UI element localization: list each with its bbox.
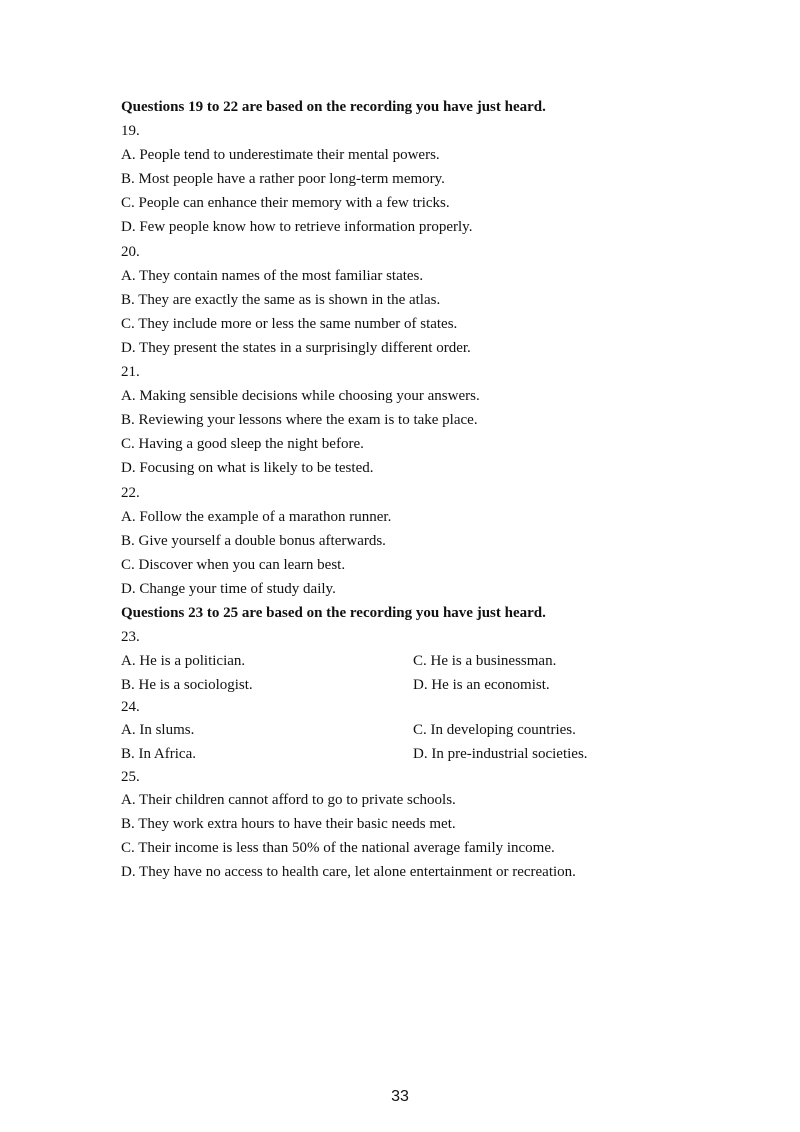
question-number-22: 22. bbox=[121, 484, 140, 501]
option-24-d: D. In pre-industrial societies. bbox=[413, 746, 588, 763]
options-row-24-ac bbox=[121, 718, 681, 742]
option-21-b: B. Reviewing your lessons where the exam is to take place. bbox=[121, 412, 478, 429]
option-22-c: C. Discover when you can learn best. bbox=[121, 556, 346, 573]
option-23-a: A. He is a politician. bbox=[121, 653, 246, 670]
options-row-23-ac bbox=[121, 649, 681, 673]
option-23-c: C. He is a businessman. bbox=[413, 653, 557, 670]
option-21-d: D. Focusing on what is likely to be tested. bbox=[121, 460, 374, 477]
option-22-a: A. Follow the example of a marathon runner. bbox=[121, 508, 392, 525]
page-number: 33 bbox=[391, 1088, 409, 1105]
question-number-21: 21. bbox=[121, 364, 140, 381]
question-number-20: 20. bbox=[121, 243, 140, 260]
options-row-24-bd bbox=[121, 742, 681, 766]
options-row-23-bd bbox=[121, 673, 681, 697]
exam-page bbox=[121, 95, 681, 884]
option-19-d: D. Few people know how to retrieve information properly. bbox=[121, 219, 473, 236]
option-23-b: B. He is a sociologist. bbox=[121, 677, 253, 694]
question-number-23: 23. bbox=[121, 629, 140, 646]
question-number-19: 19. bbox=[121, 123, 140, 140]
option-25-a: A. Their children cannot afford to go to private schools. bbox=[121, 791, 456, 808]
option-23-d: D. He is an economist. bbox=[413, 677, 550, 694]
option-25-d: D. They have no access to health care, let alone entertainment or recreation. bbox=[121, 863, 576, 880]
option-24-a: A. In slums. bbox=[121, 722, 195, 739]
option-20-d: D. They present the states in a surprisingly different order. bbox=[121, 339, 471, 356]
option-24-c: C. In developing countries. bbox=[413, 722, 576, 739]
option-20-b: B. They are exactly the same as is shown in the atlas. bbox=[121, 291, 441, 308]
option-21-a: A. Making sensible decisions while choosing your answers. bbox=[121, 388, 480, 405]
option-24-b: B. In Africa. bbox=[121, 746, 196, 763]
option-22-d: D. Change your time of study daily. bbox=[121, 580, 336, 597]
option-19-b: B. Most people have a rather poor long-term memory. bbox=[121, 171, 445, 188]
option-22-b: B. Give yourself a double bonus afterwards. bbox=[121, 532, 386, 549]
option-19-a: A. People tend to underestimate their mental powers. bbox=[121, 147, 440, 164]
option-25-b: B. They work extra hours to have their basic needs met. bbox=[121, 815, 456, 832]
question-number-24: 24. bbox=[121, 699, 140, 716]
section-heading-19-22: Questions 19 to 22 are based on the recording you have just heard. bbox=[121, 99, 546, 115]
option-20-a: A. They contain names of the most familiar states. bbox=[121, 267, 424, 284]
section-heading-23-25: Questions 23 to 25 are based on the recording you have just heard. bbox=[121, 604, 546, 621]
option-20-c: C. They include more or less the same number of states. bbox=[121, 315, 458, 332]
option-19-c: C. People can enhance their memory with a few tricks. bbox=[121, 195, 450, 212]
option-25-c: C. Their income is less than 50% of the national average family income. bbox=[121, 839, 555, 856]
option-21-c: C. Having a good sleep the night before. bbox=[121, 436, 364, 453]
question-number-25: 25. bbox=[121, 768, 140, 785]
